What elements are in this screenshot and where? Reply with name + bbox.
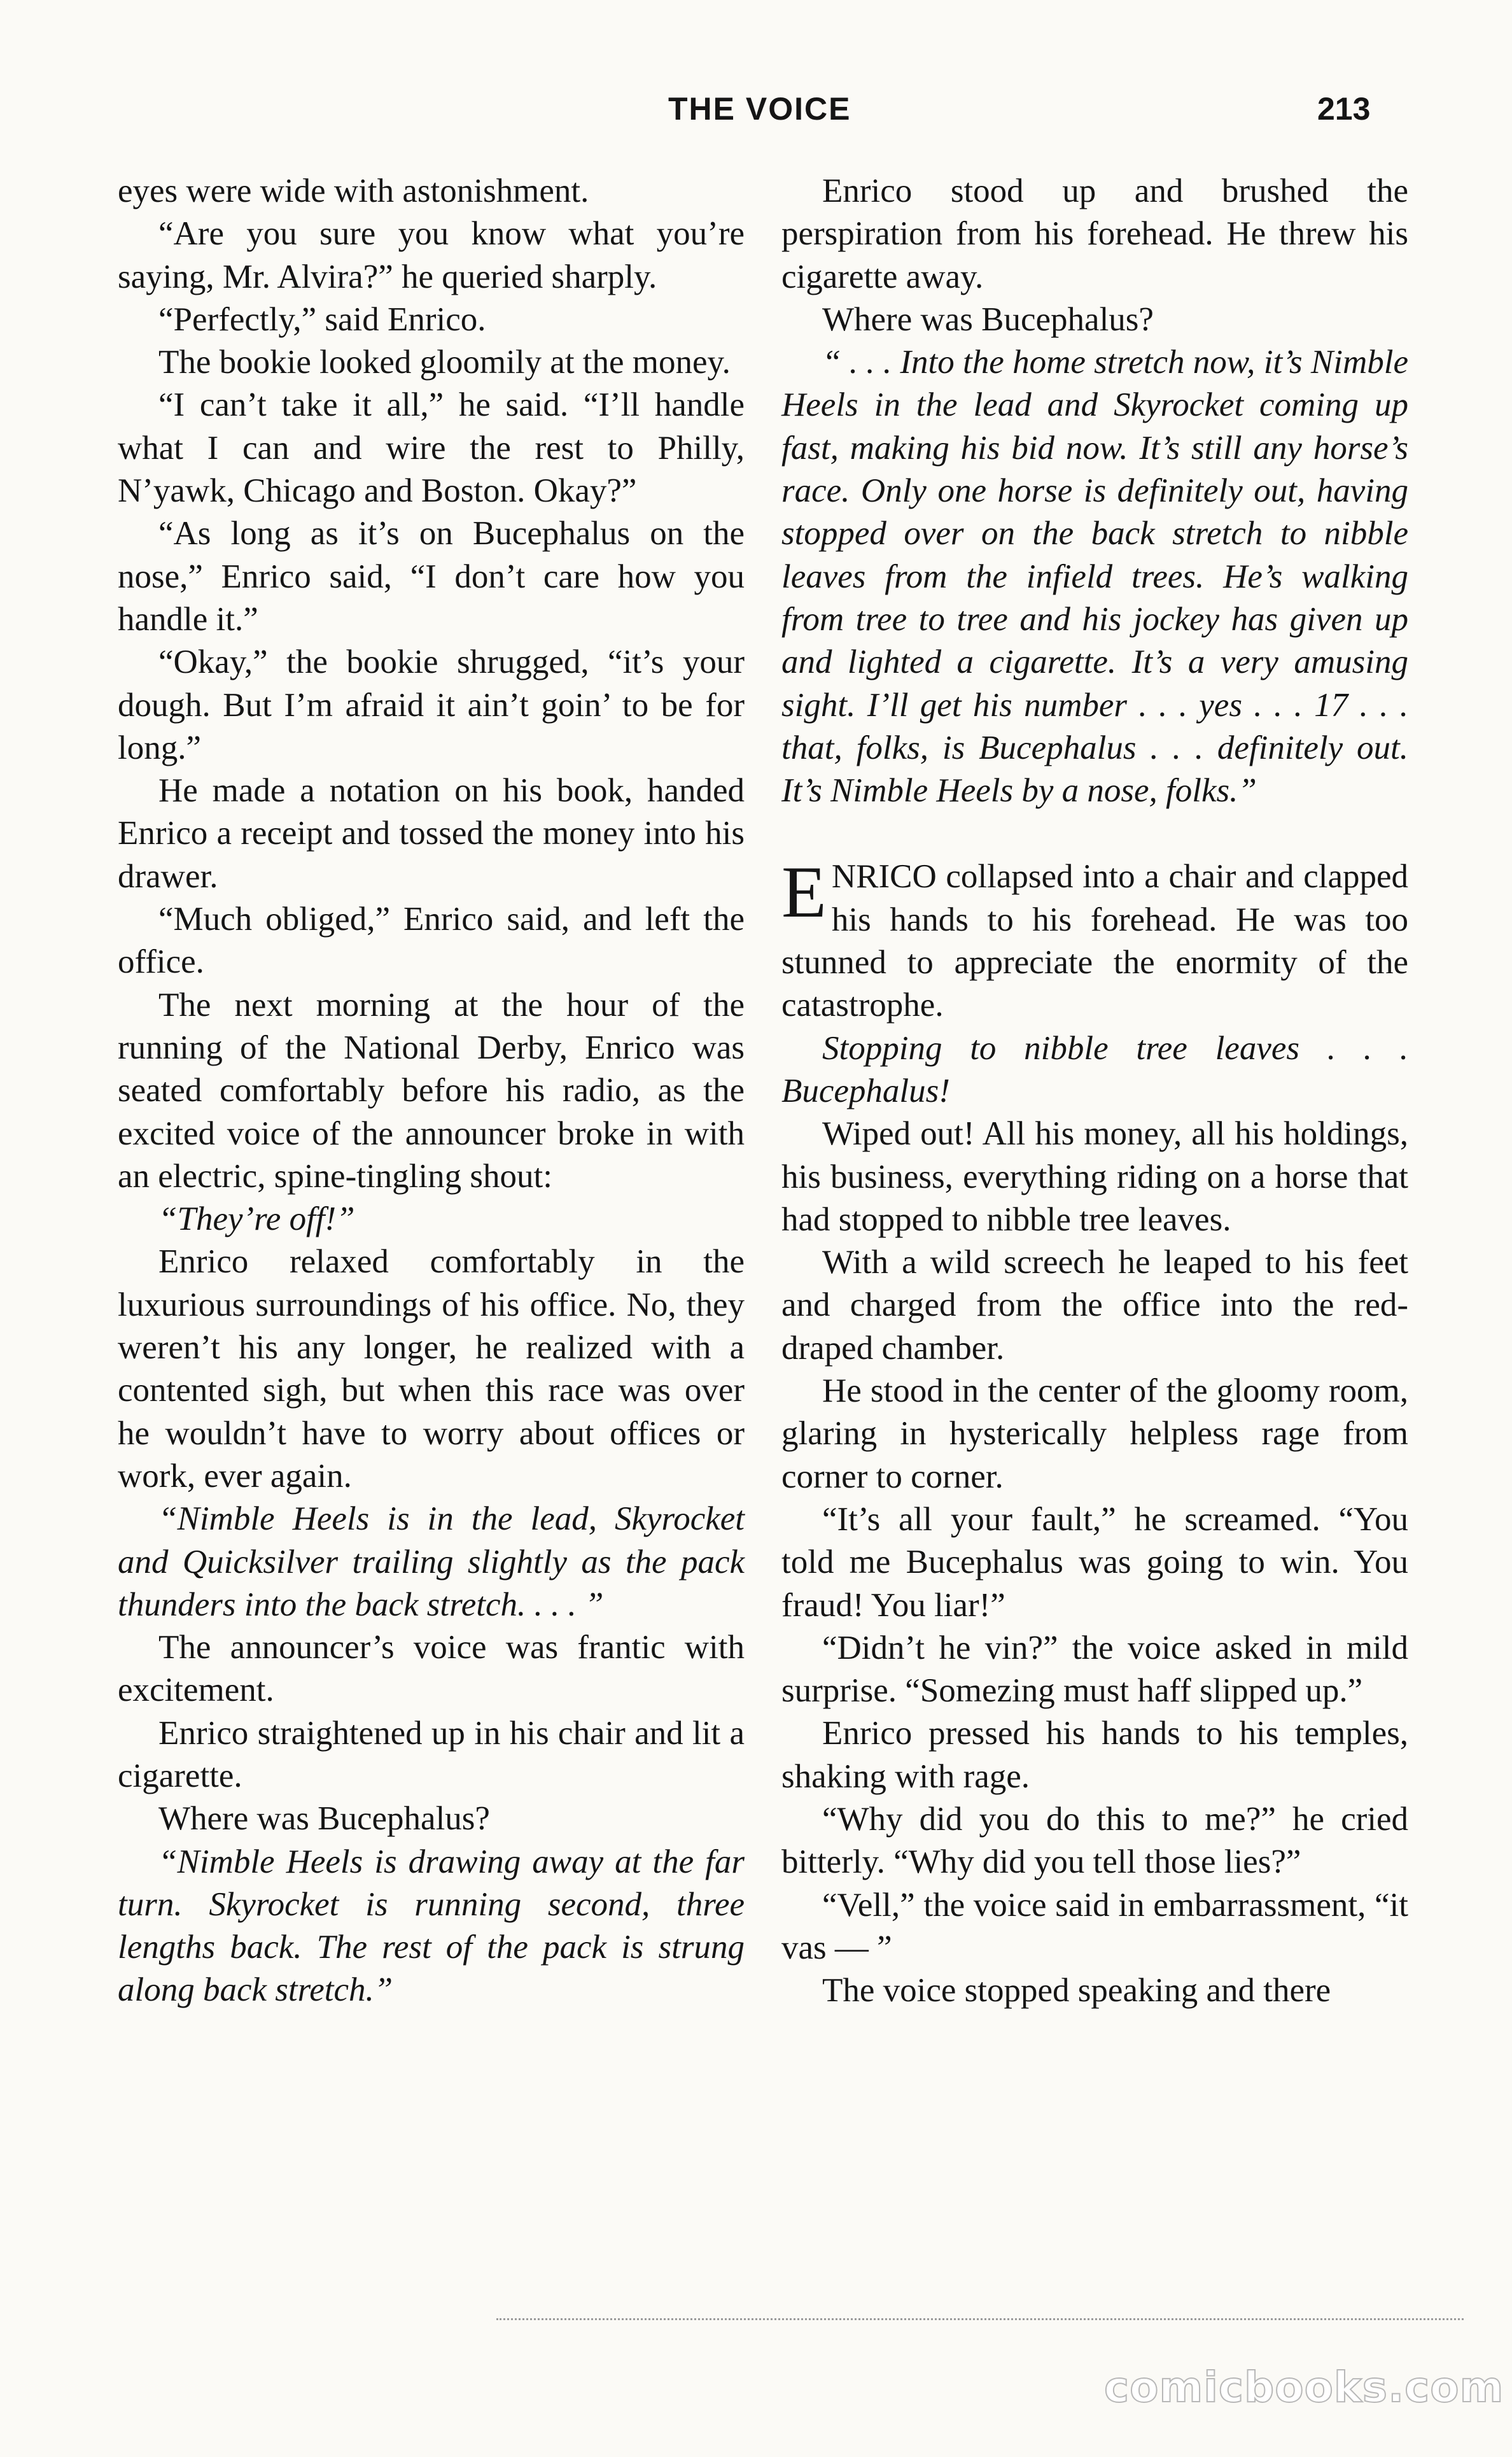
running-title: THE VOICE <box>668 91 851 127</box>
paragraph: eyes were wide with astonishment. <box>118 172 589 209</box>
paragraph: Enrico relaxed comfortably in the luxurious surroundings of his office. No, they weren’t his any longer, he realized with a contented sigh, but when this race was over he wouldn’t have to worry about offices or work, ever again. <box>118 1243 745 1495</box>
left-column <box>118 170 745 2012</box>
paragraph: “Why did you do this to me?” he cried bitterly. “Why did you tell those lies?” <box>781 1800 1408 1881</box>
paragraph: “Are you sure you know what you’re saying, Mr. Alvira?” he queried sharply. <box>118 215 745 295</box>
paragraph: The announcer’s voice was frantic with excitement. <box>118 1629 745 1709</box>
radio-quote: “Nimble Heels is in the lead, Skyrocket and Quicksilver trailing slightly as the pack thunders into the back stretch. . . . ” <box>118 1500 745 1623</box>
radio-quote: “They’re off!” <box>158 1200 355 1238</box>
section-opening-paragraph <box>781 852 1408 1027</box>
paragraph: “Didn’t he vin?” the voice asked in mild surprise. “Somezing must haff slipped up.” <box>781 1629 1408 1710</box>
paragraph: Where was Bucephalus? <box>822 300 1154 338</box>
radio-quote: “Nimble Heels is drawing away at the far turn. Skyrocket is running second, three lengths back. The rest of the pack is strung along back stretch.” <box>118 1843 745 2009</box>
paragraph: The voice stopped speaking and there <box>822 1972 1331 2010</box>
paragraph: “As long as it’s on Bucephalus on the nose,” Enrico said, “I don’t care how you handle it.” <box>118 515 745 638</box>
watermark: comicbooks.com <box>1104 2363 1504 2412</box>
italic-thought: Stopping to nibble tree leaves . . . Bucephalus! <box>781 1029 1408 1109</box>
paragraph: Enrico straightened up in his chair and lit a cigarette. <box>118 1714 745 1794</box>
paragraph: The bookie looked gloomily at the money. <box>158 344 731 381</box>
paragraph: With a wild screech he leaped to his feet and charged from the office into the red-draped chamber. <box>781 1244 1408 1367</box>
section-opening-text: NRICO collapsed into a chair and clapped his hands to his forehead. He was too stunned to appreciate the enormity of the catastrophe. <box>781 858 1408 1024</box>
paragraph: “Okay,” the bookie shrugged, “it’s your dough. But I’m afraid it ain’t goin’ to be for long.” <box>118 644 745 766</box>
paragraph: Enrico stood up and brushed the perspiration from his forehead. He threw his cigarette away. <box>781 172 1408 295</box>
paragraph: Where was Bucephalus? <box>158 1800 490 1838</box>
paragraph: “Much obliged,” Enrico said, and left the office. <box>118 901 745 981</box>
right-column <box>781 170 1408 2012</box>
paragraph: He stood in the center of the gloomy room, glaring in hysterically helpless rage from corner to corner. <box>781 1372 1408 1495</box>
running-head <box>0 87 1512 131</box>
radio-quote: “ . . . Into the home stretch now, it’s Nimble Heels in the lead and Skyrocket coming up fast, making his bid now. It’s still any horse’s race. Only one horse is definitely out, having stopped over on the back stretch to nibble leaves from the infield trees. He’s walking from tree to tree and his jockey has given up and lighted a cigarette. It’s a very amusing sight. I’ll get his number . . . yes . . . 17 . . . that, folks, is Bucephalus . . . definitely out. It’s Nimble Heels by a nose, folks.” <box>781 344 1408 810</box>
paragraph: “I can’t take it all,” he said. “I’ll handle what I can and wire the rest to Philly, N’yawk, Chicago and Boston. Okay?” <box>118 386 745 510</box>
paragraph: “It’s all your fault,” he screamed. “You told me Bucephalus was going to win. You fraud! You liar!” <box>781 1500 1408 1624</box>
page-number: 213 <box>1317 91 1371 127</box>
bottom-dotted-rule <box>496 2318 1464 2320</box>
drop-cap: E <box>781 852 827 934</box>
paragraph: The next morning at the hour of the running of the National Derby, Enrico was seated comfortably before his radio, as the excited voice of the announcer broke in with an electric, spine-tingling shout: <box>118 986 745 1195</box>
paragraph: Wiped out! All his money, all his holdings, his business, everything riding on a horse that had stopped to nibble tree leaves. <box>781 1115 1408 1238</box>
paragraph: “Vell,” the voice said in embarrassment, “it vas — ” <box>781 1886 1408 1966</box>
paragraph: He made a notation on his book, handed Enrico a receipt and tossed the money into his drawer. <box>118 772 745 895</box>
paragraph: “Perfectly,” said Enrico. <box>158 300 486 338</box>
paragraph: Enrico pressed his hands to his temples, shaking with rage. <box>781 1715 1408 1795</box>
